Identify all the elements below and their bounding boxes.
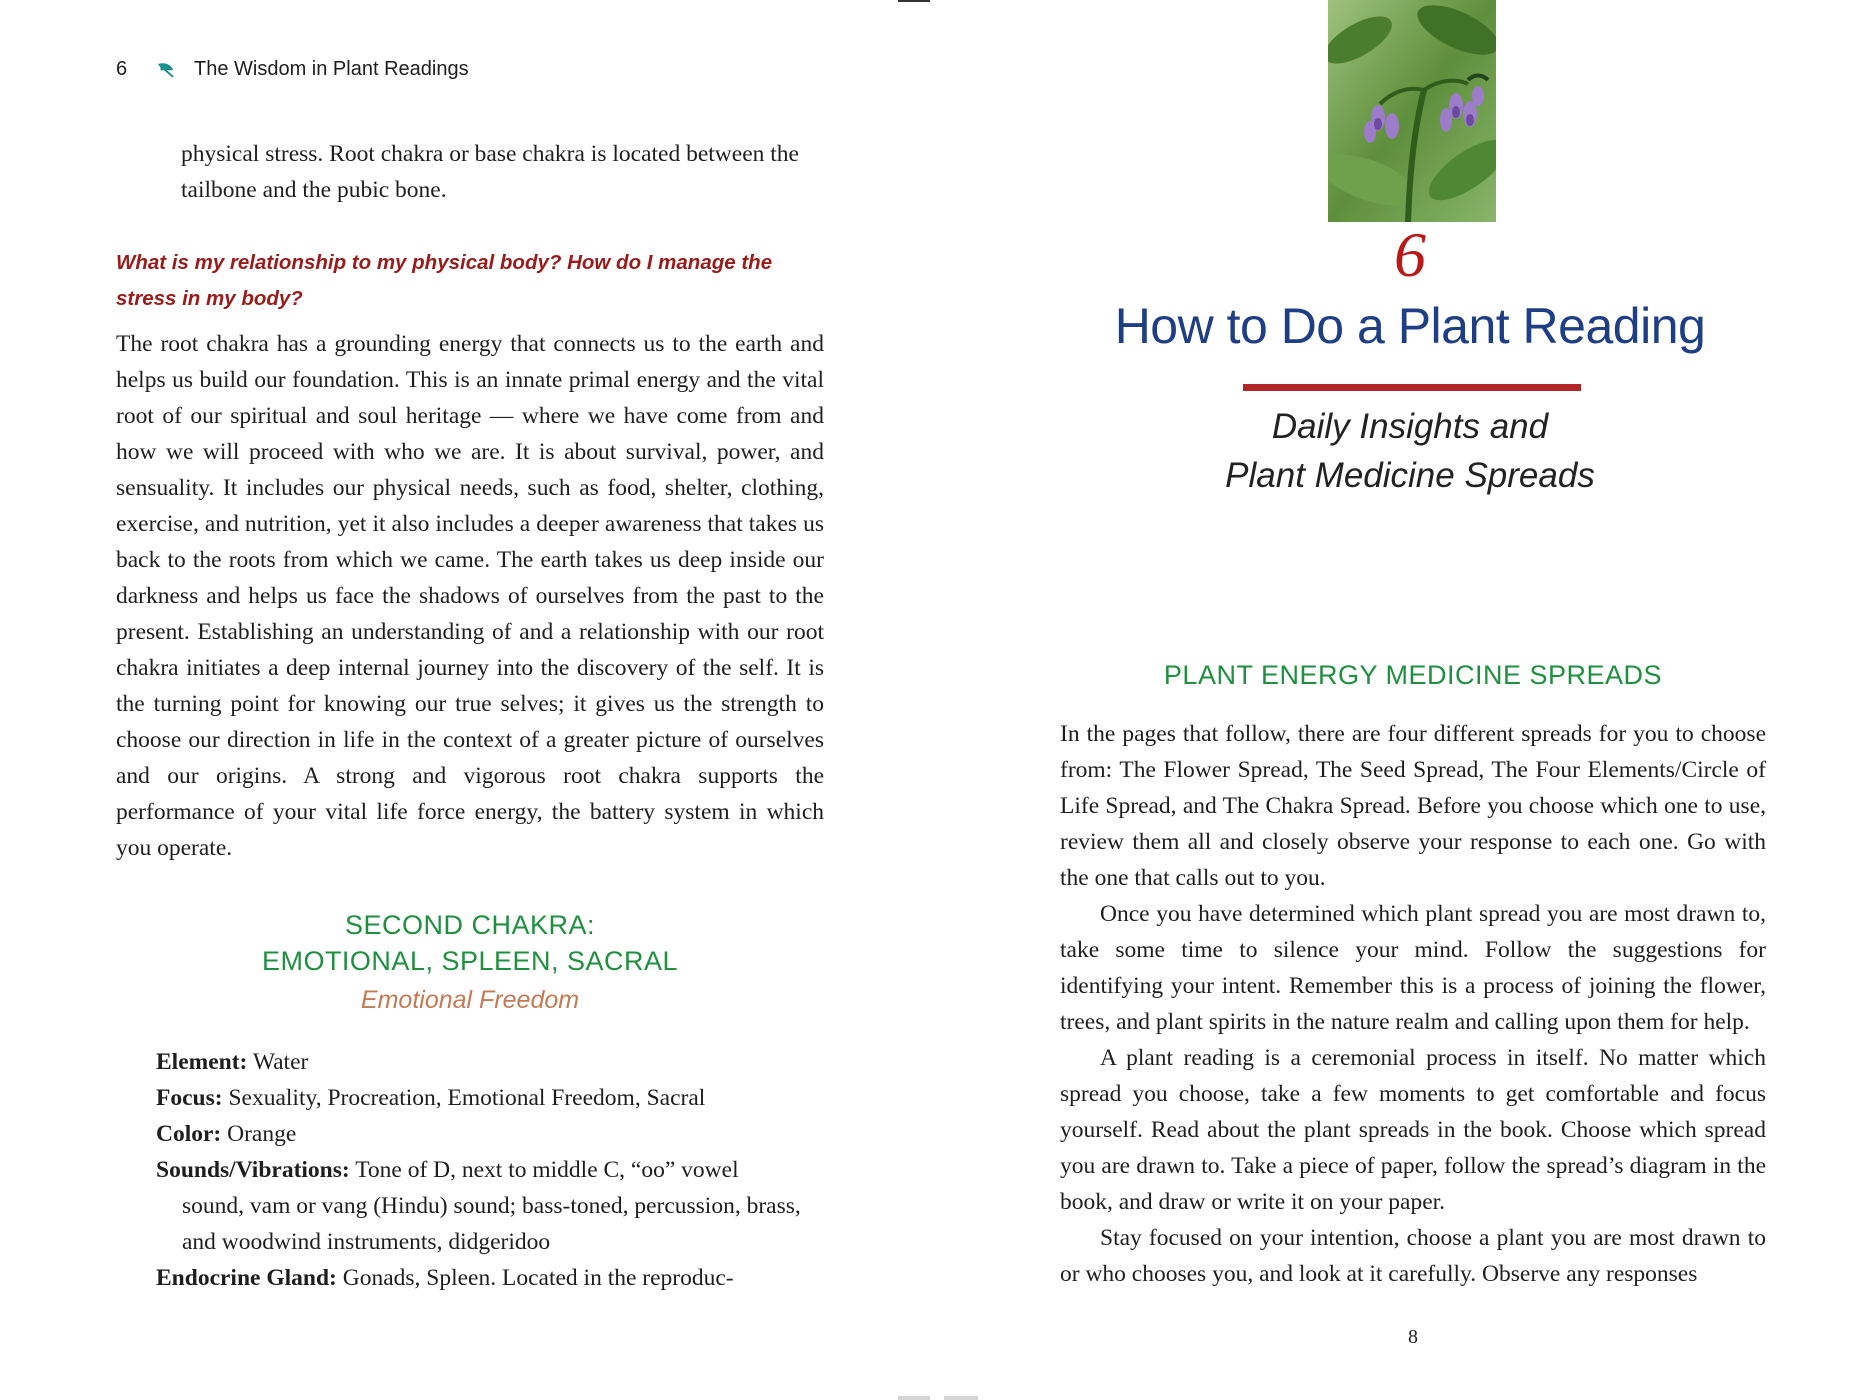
reflection-question: What is my relationship to my physical body? How do I manage the stress in my body?: [116, 251, 773, 310]
plant-photo: [1328, 0, 1496, 222]
running-head: [116, 58, 469, 81]
subtitle-line1: Daily Insights and: [1271, 407, 1549, 446]
attribute-row: [156, 1152, 806, 1260]
paragraph: A plant reading is a ceremonial process in itself. No matter which spread you choose, take a few moments to get comfortable and focus yourself. Read about the plant spreads in the book. Choose which spread you are drawn to. Take a piece of paper, follow the spread’s diagram in the book, and draw or write it on your paper.: [1060, 1045, 1766, 1215]
section-heading-line1: SECOND CHAKRA:: [344, 910, 596, 940]
leaf-icon: [156, 61, 176, 79]
chapter-subtitle: [1060, 402, 1760, 500]
running-head-title: The Wisdom in Plant Readings: [194, 58, 469, 80]
attribute-label: Endocrine Gland:: [156, 1265, 337, 1291]
chakra-attributes: [156, 1044, 806, 1296]
attribute-label: Focus:: [156, 1085, 223, 1111]
title-rule: [1243, 384, 1581, 391]
attribute-label: Sounds/Vibrations:: [156, 1157, 350, 1183]
attribute-value: Tone of D, next to middle C, “oo” vowel sound, vam or vang (Hindu) sound; bass-toned, percussion, brass, and woodwind instruments, didgeridoo: [182, 1157, 801, 1255]
bottom-edge-mark: [944, 1396, 978, 1400]
attribute-row: [156, 1260, 806, 1296]
continuation-paragraph: physical stress. Root chakra or base chakra is located between the tailbone and the pubic bone.: [181, 141, 799, 203]
bottom-edge-mark: [898, 1396, 930, 1400]
attribute-row: [156, 1116, 806, 1152]
attribute-value: Water: [252, 1049, 309, 1075]
top-edge-mark: [898, 0, 930, 2]
section-heading: PLANT ENERGY MEDICINE SPREADS: [1163, 660, 1663, 690]
subtitle-line2: Plant Medicine Spreads: [1225, 456, 1595, 495]
right-body: [1060, 716, 1766, 1292]
attribute-label: Color:: [156, 1121, 222, 1147]
chapter-title: How to Do a Plant Reading: [1114, 298, 1706, 354]
paragraph: Once you have determined which plant spread you are most drawn to, take some time to silence your mind. Follow the suggestions for identifying your intent. Remember this is a process of joining the flower, trees, and plant spirits in the nature realm and calling upon them for help.: [1060, 901, 1766, 1035]
paragraph: Stay focused on your intention, choose a plant you are most drawn to or who chooses you, and look at it carefully. Observe any responses: [1060, 1225, 1766, 1287]
attribute-row: [156, 1044, 806, 1080]
attribute-value: Gonads, Spleen. Located in the reproduc-: [342, 1265, 734, 1291]
attribute-value: Orange: [227, 1121, 297, 1147]
root-chakra-paragraph: The root chakra has a grounding energy that connects us to the earth and helps us build our foundation. This is an innate primal energy and the vital root of our spiritual and soul heritage — where we have come from and how we will proceed with who we are. It is about survival, power, and sensuality. It includes our physical needs, such as food, shelter, clothing, exercise, and nutrition, yet it also includes a deeper awareness that takes us back to the roots from which we came. The earth takes us deep inside our darkness and helps us face the shadows of ourselves from the past to the present. Establishing an understanding of and a relationship with our root chakra initiates a deep internal journey into the discovery of the self. It is the turning point for knowing our true selves; it gives us the strength to choose our direction in life in the context of a greater picture of ourselves and our origins. A strong and vigorous root chakra supports the performance of your vital life force energy, the battery system in which you operate.: [116, 331, 824, 861]
page-number: 8: [1408, 1326, 1418, 1348]
attribute-row: [156, 1080, 806, 1116]
section-subtitle: Emotional Freedom: [360, 986, 580, 1014]
page-number: 6: [116, 58, 128, 80]
attribute-label: Element:: [156, 1049, 248, 1075]
section-heading-line2: EMOTIONAL, SPLEEN, SACRAL: [261, 946, 679, 976]
attribute-value: Sexuality, Procreation, Emotional Freedom, Sacral: [228, 1085, 706, 1111]
chapter-number: 6: [1394, 219, 1426, 290]
paragraph: In the pages that follow, there are four different spreads for you to choose from: The Flower Spread, The Seed Spread, The Four Elements/Circle of Life Spread, and The Chakra Spread. Before you choose which one to use, review them all and closely observe your response to each one. Go with the one that calls out to you.: [1060, 721, 1766, 891]
